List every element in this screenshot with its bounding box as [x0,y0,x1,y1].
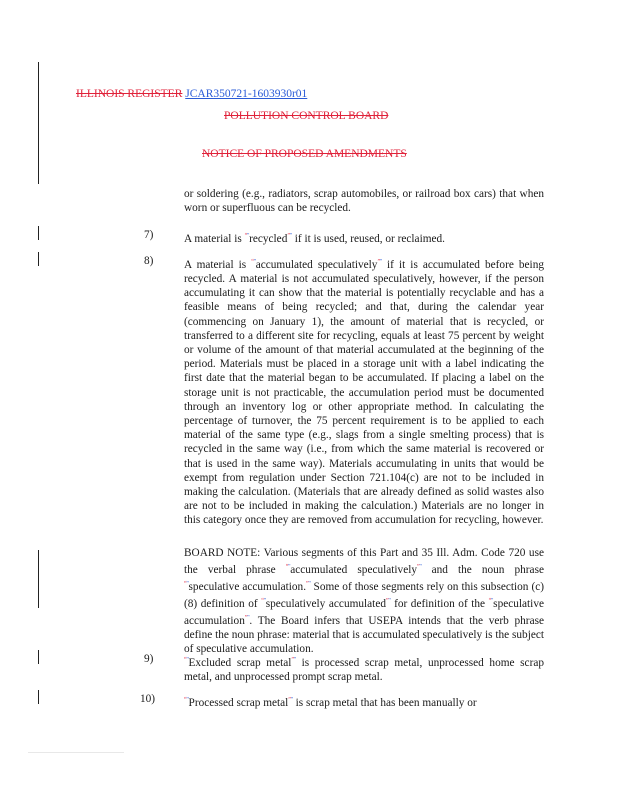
board-note: BOARD NOTE: Various segments of this Part and 35 Ill. Adm. Code 720 use the verbal phrase “"accumulated speculatively”" and the noun phrase “"speculative accumulation.”" Some of those segments rely on this subsection (c)(8) definition of “"speculatively accumulated”" for definition of the “"speculative accumulation”". The Board infers that USEPA intends that the verb phrase define the noun phrase: material that is accumulated speculatively is the subject of speculative accumulation. [184,547,544,656]
change-bar [38,650,39,664]
register-header [76,88,307,100]
footer-rule [28,752,124,753]
board-title: POLLUTION CONTROL BOARD [224,110,389,122]
item-number: 9) [144,653,154,665]
register-struck: ILLINOIS REGISTER [76,88,183,100]
register-inserted: JCAR350721-1603930r01 [185,88,308,100]
item-number: 10) [140,693,156,705]
change-bar [38,690,39,704]
item-number: 8) [144,255,154,267]
definition-accumulated-speculatively: A material is “"accumulated speculatively”" if it is accumulated before being recycled. A material is not accumulated speculatively, however, if the person accumulating it can show that the material is potentially recyclable and has a feasible means of being recycled; and that, during the calendar year (commencing on January 1), the amount of material that is recycled, or transferred to a different site for recycling, equals at least 75 percent by weight or volume of the amount of that material accumulated at the beginning of the period. Materials must be placed in a storage unit with a label indicating the first date that the material began to be accumulated. If placing a label on the storage unit is not practicable, the accumulation period must be documented through an inventory log or other appropriate method. In calculating the percentage of turnover, the 75 percent requirement is to be applied to each material of the same type (e.g., slags from a single smelting process) that is recycled in the same way (i.e., from which the same material is recovered or that is used in the same way). Materials accumulating in units that would be exempt from regulation under Section 721.104(c) are not to be included in making the calculation. (Materials that are already defined as solid wastes also are not to be included in making the calculation.) Materials are no longer in this category once they are removed from accumulation for recycling, however. [184,258,544,527]
definition-excluded-scrap-metal: “"Excluded scrap metal”" is processed scrap metal, unprocessed home scrap metal, and unprocessed prompt scrap metal. [184,656,544,683]
notice-title: NOTICE OF PROPOSED AMENDMENTS [202,148,407,160]
change-bar [38,226,39,240]
continuation-paragraph: or soldering (e.g., radiators, scrap automobiles, or railroad box cars) that when worn or superfluous can be recycled. [184,188,544,215]
change-bar [38,252,39,266]
item-number: 7) [144,229,154,241]
definition-processed-scrap-metal: “"Processed scrap metal”" is scrap metal that has been manually or [184,696,477,709]
change-bar [38,62,39,184]
change-bar [38,550,39,608]
definition-recycled: A material is “"recycled”" if it is used, reused, or reclaimed. [184,232,445,245]
